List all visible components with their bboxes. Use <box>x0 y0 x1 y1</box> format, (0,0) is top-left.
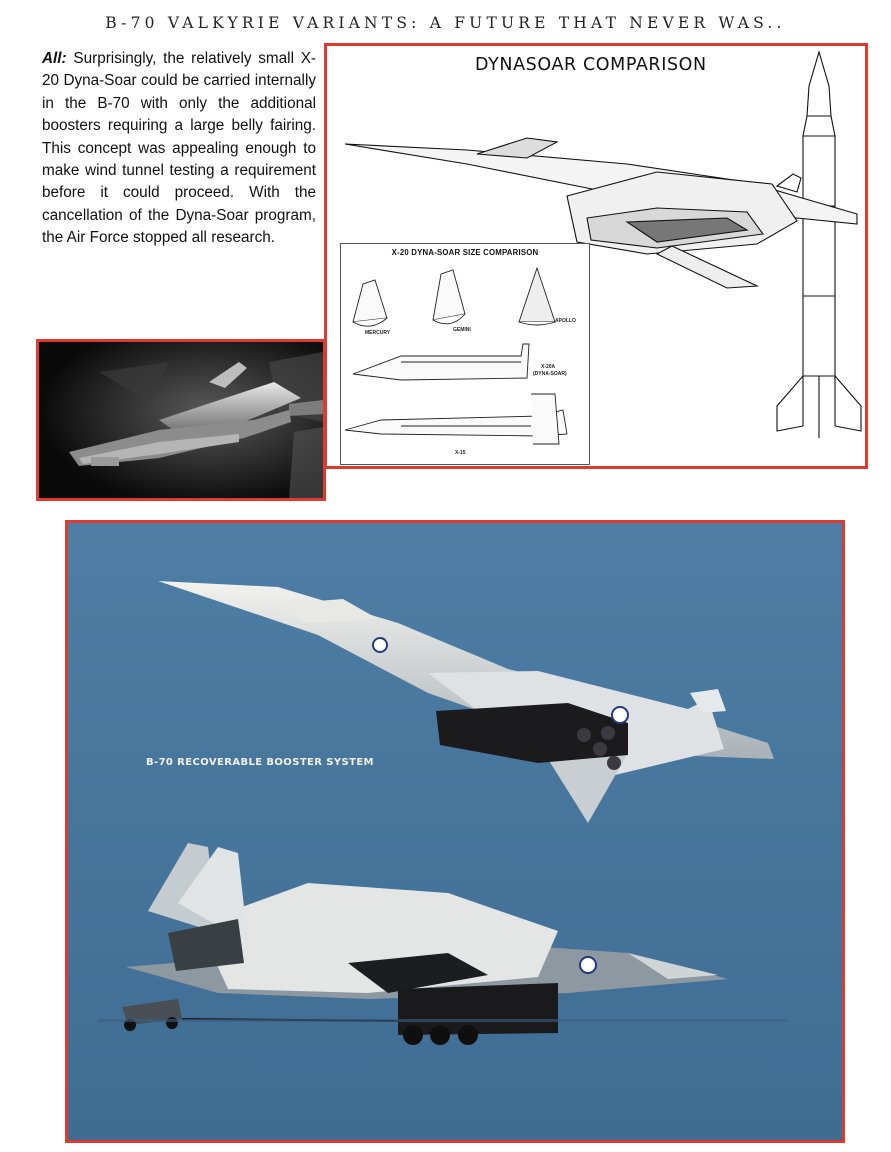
label-x20a: X-20A <box>541 364 556 370</box>
label-apollo: APOLLO <box>555 318 576 324</box>
label-dyna-soar: (DYNA-SOAR) <box>533 371 567 377</box>
body-paragraph <box>42 48 316 250</box>
label-x15: X-15 <box>455 450 466 456</box>
wind-tunnel-photo <box>36 339 326 501</box>
diagram-title: DYNASOAR COMPARISON <box>475 55 707 75</box>
spacecraft-size-sketches <box>341 244 589 464</box>
wind-tunnel-model-image <box>39 342 323 498</box>
size-comparison-inset <box>340 243 590 465</box>
body-text: Surprisingly, the relatively small X-20 Dyna-Soar could be carried internally in the B-70 with only the additional boosters requiring a large belly fairing. This concept was appealing enough to make wind tunnel testing a requirement before it could proceed. With the cancellation of the Dyna-Soar program, the Air Force stopped all research. <box>42 50 316 247</box>
inset-title: X-20 DYNA-SOAR SIZE COMPARISON <box>391 248 539 257</box>
b70-booster-painting <box>68 523 842 1140</box>
label-mercury: MERCURY <box>365 330 391 336</box>
recoverable-booster-artwork <box>65 520 845 1143</box>
body-lead: All: <box>42 50 67 67</box>
dynasoar-comparison-diagram <box>324 43 868 469</box>
artwork-caption: B-70 RECOVERABLE BOOSTER SYSTEM <box>146 757 374 768</box>
label-gemini: GEMINI <box>453 327 471 333</box>
page-header: B-70 VALKYRIE VARIANTS: A FUTURE THAT NEVER WAS.. <box>105 14 786 32</box>
